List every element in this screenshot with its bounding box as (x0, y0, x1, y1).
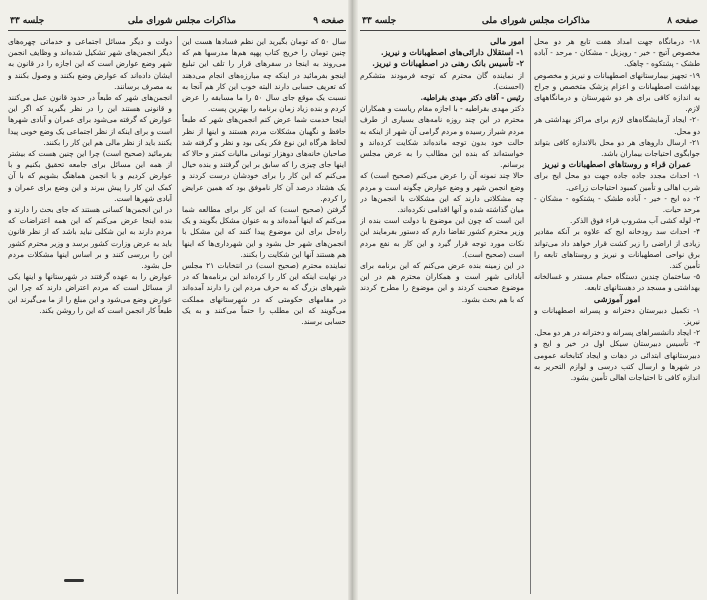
book-gutter (348, 0, 358, 600)
paragraph: دکتر مهدی بقراطیه - با اجازه مقام ریاست و همکاران محترم در این چند روزه نامه‌های بسیاری از طرف مردم شیراز رسیده و مردم گرامی آن شهر از اینکه به حالت خود بدون توجه مانده‌اند شکایت کرده‌اند و خواسته‌اند که بنده این مطالب را به عرض مجلس برسانم. (360, 104, 524, 170)
left-page-session: جلسه ۳۳ (10, 16, 45, 26)
paragraph: در این انجمن‌ها کسانی هستند که جای بحث را دارند و بنده اینجا عرض می‌کنم که این همه اعتراضات که مردم دارند به این شکلی نباید باشد که از نظر قانون باید به عرض وزارت کشور برسد و وزیر محترم کشور این را بررسی کنند و بر اساس اینها مشکلات مردم حل بشود. (8, 205, 172, 271)
right-page-header (360, 14, 700, 31)
list-item: ۱۸- درمانگاه جهت امداد هفت تابع هر دو محل مخصوص آتیچ - خیر - رویزیل - مشکان - مرحد - آباده طشک - پشتکوه - چاهک. (534, 37, 700, 69)
list-item: ۲- ایجاد دانشسراهای پسرانه و دخترانه در هر دو محل. (534, 328, 700, 338)
paragraph: نماینده محترم (صحیح است) در انتخابات ۲۱ مجلس در نهایت اینکه این کار را کرده‌اند این برنامه‌ها که در شهرهای بزرگ که به حرف مردم این را دارند آمده‌اند در مقامهای حکومتی که در شهرستانهای مملکت می‌گویند که این مطلب را حتماً می‌کنند و به یک حسابی برسند. (182, 261, 346, 327)
section-heading: امور مالی (490, 36, 524, 46)
column-divider (177, 36, 178, 594)
left-page-header (8, 14, 346, 31)
paragraph: عوارض را به عهده گرفتند در شهرستانها و اینها یکی از مسائل است که مردم اعتراض دارند که چرا این عوارض وضع می‌شود و این مبلغ را از ما می‌گیرند این طبعاً کار انجمن است که این را روشن بکند. (8, 272, 172, 315)
left-page-number: صفحه ۹ (313, 16, 344, 26)
left-page-column-1 (182, 36, 346, 594)
paragraph: سال ۵۰ که تومان بگیرید این نظم فساد‌ها هست این چنین تومان را خریج کتاب پهپه هم‌ها مدرسها هم که می‌روند به اینجا در سفرهای قرار را تلف این تبلیغ اینجو بفرمائید در اینکه چه مبارزه‌های انجام می‌دهند که تعریف حسابی دارند البته خوب این کار هم آنجا به نسبت یک موقع جای سال ۵۰ را ما مسابقه را عرض کردم و بنده زیاد زمان برنامه را بهترین پست. (182, 37, 346, 114)
right-page-columns (360, 36, 700, 594)
left-page-title: مذاکرات مجلس شورای ملی (127, 16, 236, 26)
paragraph: دولت و دیگر مسائل اجتماعی و خدماتی چهره‌های دیگر انجمن‌های شهر تشکیل شده‌اند و وظایف انجمن شهر وضع عوارض است که این اجازه را در قانون به ایشان داده‌اند که عوارض وضع بکنند و وصول بکنند و به مصرف برسانند. (8, 37, 172, 91)
speaker-line: رئیس - آقای دکتر مهدی بقراطیه. (420, 93, 524, 103)
right-page (360, 0, 700, 600)
list-item: ۲- ده ایج - خیر - آباده طشک - پشتکوه - مشکان - مرحد حیات. (534, 193, 700, 215)
paragraph: اینجا خدمت شما عرض کنم انجمن‌های شهر که طبعاً حافظ و نگهبان مشکلات مردم هستند و اینها از نظر لحاظ هرگاه این نوع فکر یکی بود و نظر و گرفته شد صاحبان خانه‌های دوهزار تومانی مالیات کمتر و حالا که اینها جای چیزی را که سابق بر این گرفتند و بنده خیال می‌کنم که این کار را برای خودشان درست کردند و یک هشتاد درصد آن کار ناموفق بود که همین عرایض را کردم. (182, 115, 346, 203)
right-page-number: صفحه ۸ (667, 16, 698, 26)
left-page-column-2 (8, 36, 172, 594)
section-heading: عمران قراء و روستاهای اصطهبانات و نیریز (542, 159, 692, 170)
list-item: ۲- تأسیس بانک رهنی در اصطهبانات و نیریز. (372, 58, 524, 69)
paragraph: انجمن‌های شهر که طبعاً در حدود قانون عمل می‌کنند و قانونی هستند این را در نظر بگیرید که اگر این عوارض که گرفته می‌شود برای عمران و آبادی شهرها است و برای اینکه از نظر اجتماعی یک وضع خوبی پیدا بکنند باید از نظر مالی هم این کار را بکنند. (8, 93, 172, 147)
left-page (8, 0, 346, 600)
paragraph: از نماینده گان محترم که توجه فرمودند متشکرم (احسنت). (360, 70, 524, 91)
right-page-column-2 (360, 36, 524, 594)
left-page-columns (8, 36, 346, 594)
paragraph: حالا چند نمونه آن را عرض می‌کنم (صحیح است) که وضع انجمن شهر و وضع عوارض چگونه است و مردم چه مشکلاتی دارند که این مشکلات با انجمن‌ها در میان گذاشته شده و آنها اقدامی نکرده‌اند. (360, 171, 524, 215)
list-item: ۱۹- تجهیز بیمارستانهای اصطهبانات و نیریز و مخصوص بهداشت اصطهبانات و اعزام پزشک متخصص و جراح به اندازه کافی برای هر دو شهرستان و درمانگاههای لازم. (534, 70, 700, 114)
right-page-session: جلسه ۳۳ (362, 16, 397, 26)
list-item: ۱- احداث مجدد جاده جاده جهت دو محل ایج برای شرب اهالی و تأمین کمبود احتیاجات زراعی. (534, 171, 700, 192)
list-item: ۱- استقلال دارائی‌های اصطهبانات و نیریز. (380, 47, 524, 58)
list-item: ۳- لوله کشی آب مشروب قراء فوق الذکر. (569, 216, 700, 226)
section-heading: امور آموزشی (593, 293, 641, 304)
paragraph: گرفتن (صحیح است) که این کار برای مطالعه شما می‌کنم که اینها آمده‌اند و به عنوان مشکل بگویند و یک راه‌حل برای این موضوع پیدا کنند که این مشکل با انجمن‌های شهر حل بشود و این شهرداری‌ها که اینها هم هستند آنها این شکایت را بکنند. (182, 205, 346, 259)
paragraph: بفرمائید (صحیح است) چرا این چنین هست که بیشتر از همه این مسائل برای جامعه تحقیق بکنیم و با عوارض کردیم و با انجمن هماهنگ بشویم که با آن کمک این کار را پیش ببرند و این وضع برای عمران و آبادی شهرها است. (8, 149, 172, 203)
list-item: ۳- تأسیس دبیرستان سیکل اول در خیر و ایج و دبیرستانهای ابتدائی در دهات و ایجاد کتابخانه عمومی در شهرها و ارسال کتب درسی و لوازم التحریر به اندازه کافی تا احتیاجات اهالی تأمین بشود. (534, 339, 700, 383)
column-divider (530, 36, 531, 594)
right-page-column-1 (534, 36, 700, 594)
list-item: ۱- تکمیل دبیرستان دخترانه و پسرانه اصطهبانات و نیریز. (534, 305, 700, 327)
list-item: ۴- احداث سد رودخانه ایج که علاوه بر آنکه مقادیر زیادی از اراضی را زیر کشت قرار خواهد داد می‌تواند برق نواحی اصطهبانات و نیریز و روستاهای تابعه را تأمین کند. (534, 227, 700, 271)
right-page-title: مذاکرات مجلس شورای ملی (481, 16, 590, 26)
paragraph: در این زمینه بنده عرض می‌کنم که این برنامه برای آبادانی شهر است و همکاران محترم هم در این موضوع صحبت کردند و این موضوع را مطرح کردند که با هم بحث بشود. (360, 261, 524, 304)
paragraph: این است که چون این موضوع با دولت است بنده از وزیر محترم کشور تقاضا دارم که دستور بفرمایند این نکات مورد توجه قرار گیرد و این کار به نفع مردم است (صحیح است). (360, 216, 524, 259)
ink-mark (64, 579, 84, 582)
list-item: ۲۰- ایجاد آزمایشگاه‌های لازم برای مراکز بهداشتی هر دو محل. (534, 115, 700, 136)
list-item: ۲۱- ارسال داروهای هر دو محل بالاندازه کافی بتواند جوابگوی احتیاجات بیماران باشد. (534, 137, 700, 159)
list-item: ۵- ساختمان چندین دستگاه حمام مستدر و غسالخانه بهداشتی و مسجد در دهستانهای تابعه. (534, 272, 700, 293)
